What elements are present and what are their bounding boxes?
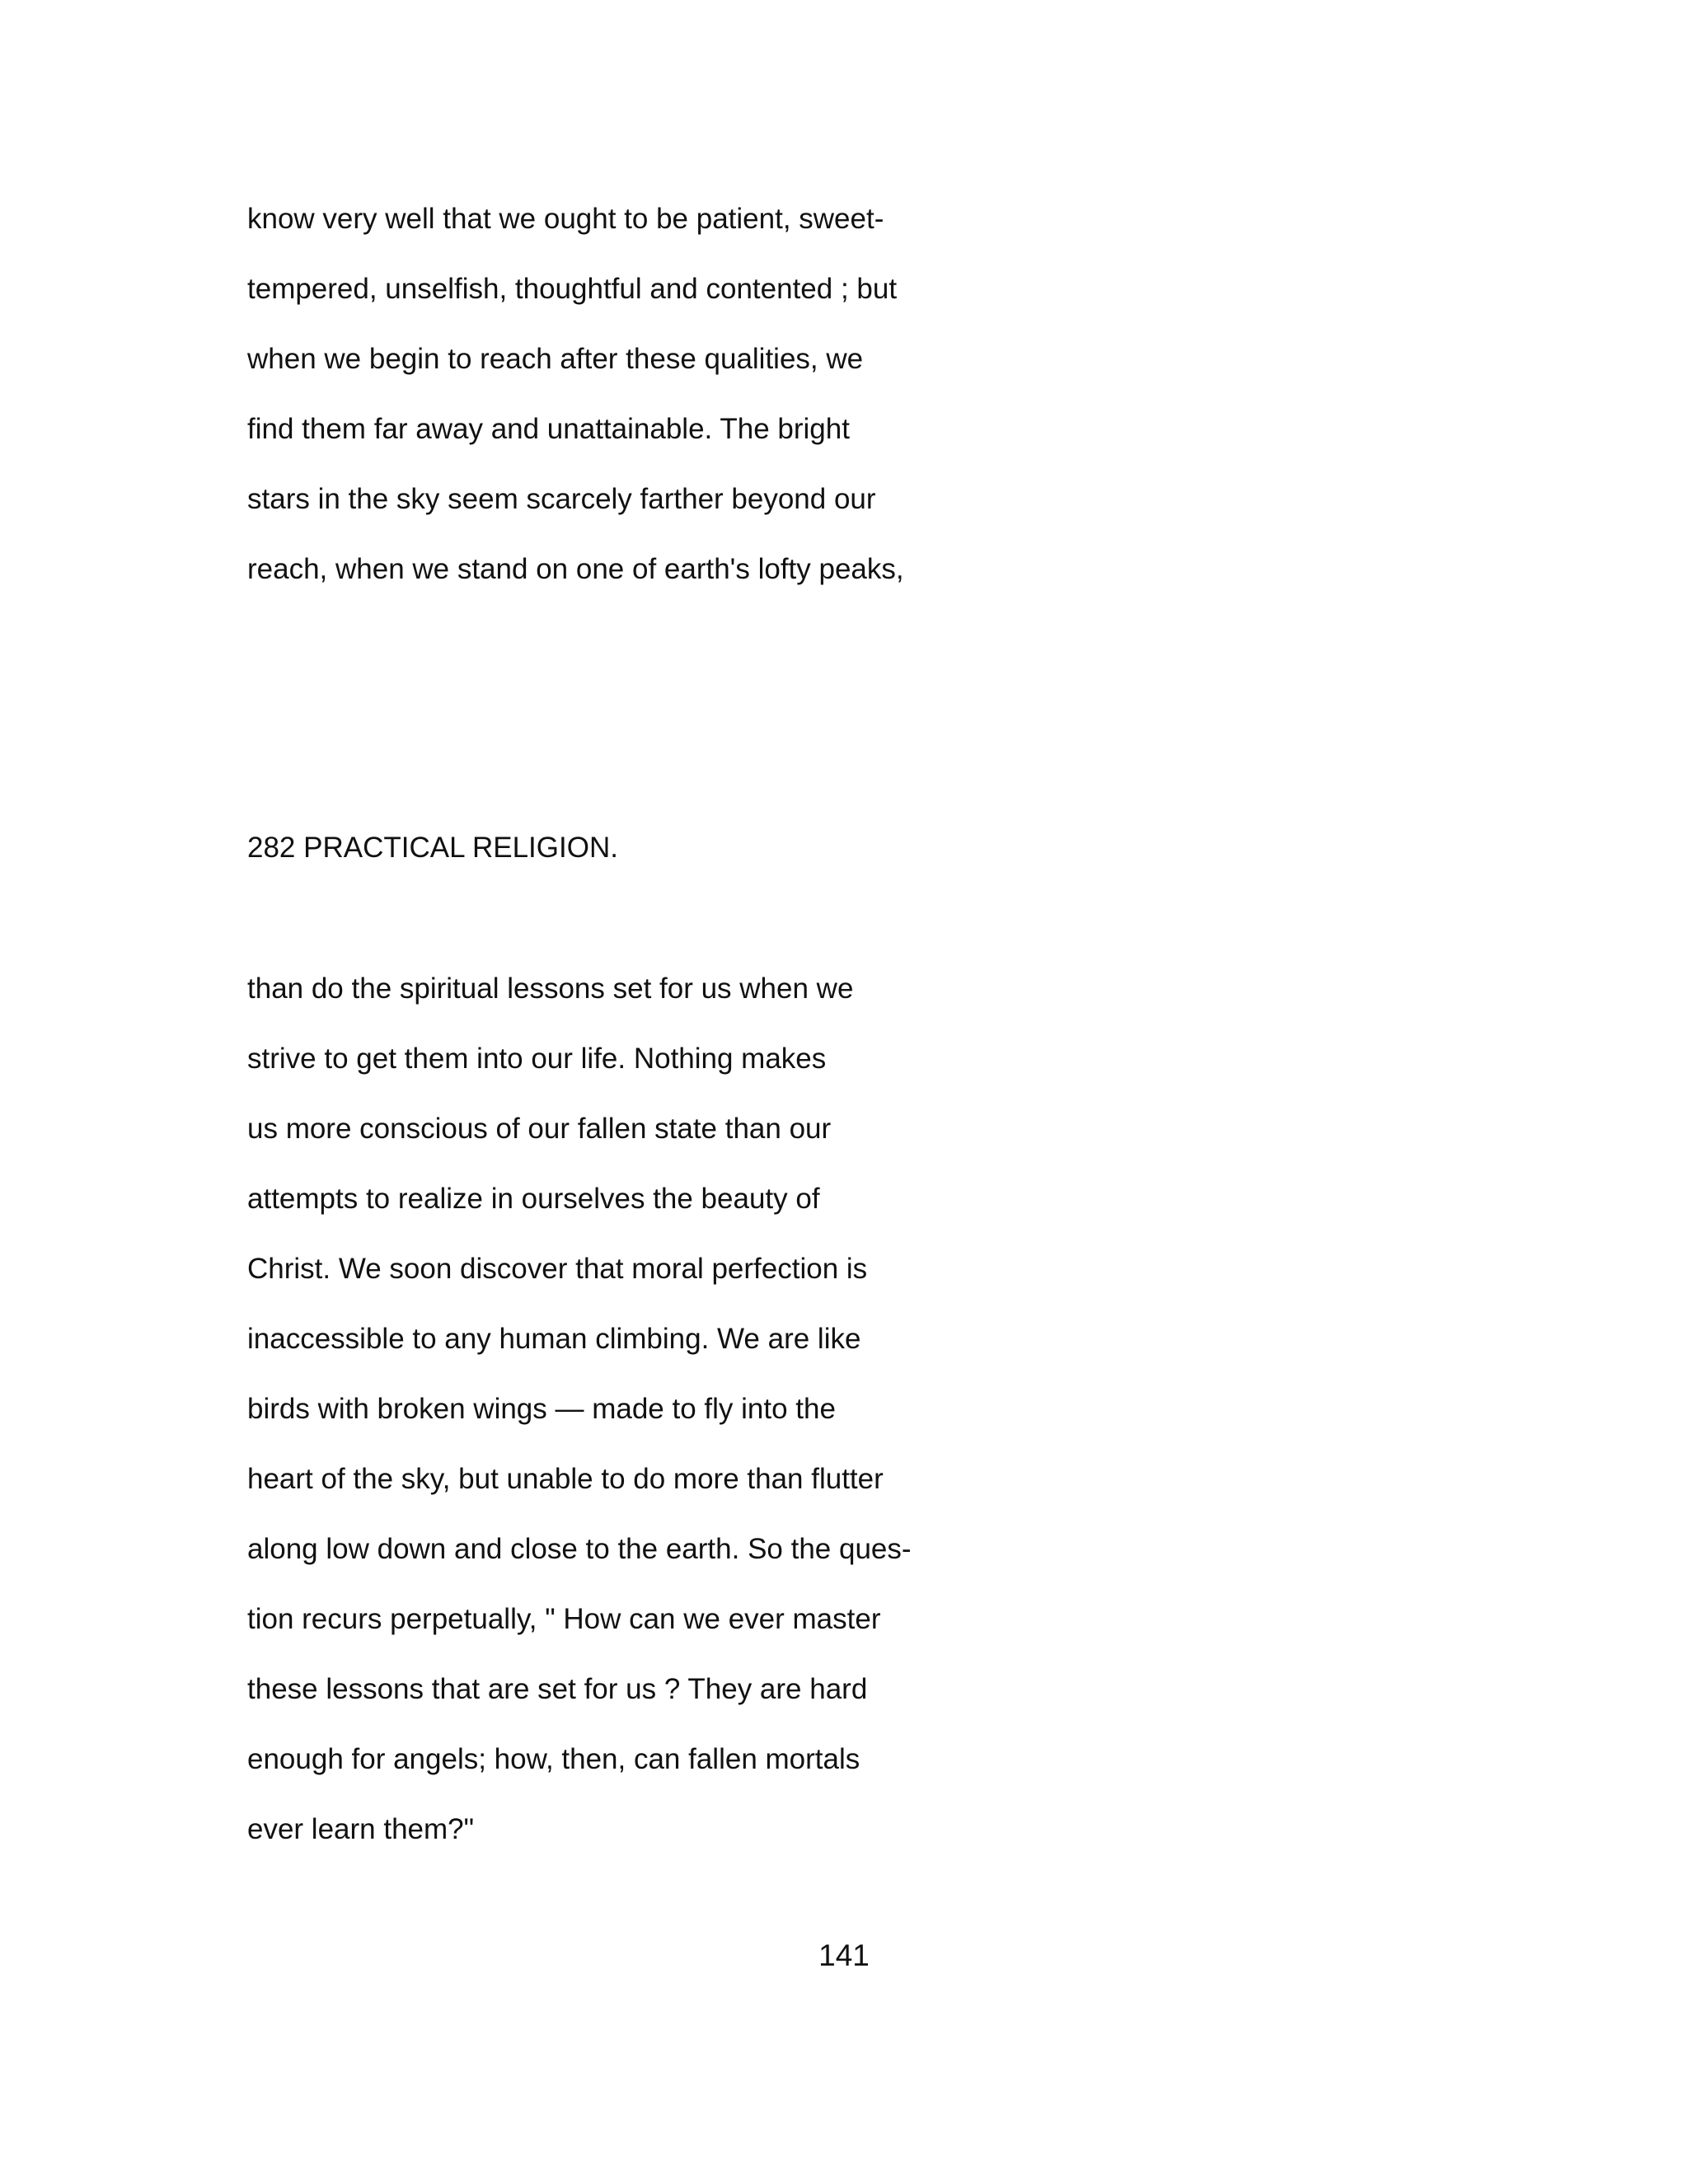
text-line: ever learn them?" <box>247 1813 475 1845</box>
text-line: tion recurs perpetually, " How can we ever master <box>247 1603 881 1635</box>
text-line: these lessons that are set for us ? They are hard <box>247 1673 868 1705</box>
text-line: along low down and close to the earth. So the ques- <box>247 1533 912 1565</box>
page-number <box>0 1920 1688 1990</box>
text-line: strive to get them into our life. Nothing makes <box>247 1043 827 1075</box>
text-line: tempered, unselfish, thoughtful and contented ; but <box>247 273 898 305</box>
text-line: find them far away and unattainable. The bright <box>247 413 850 445</box>
text-line: than do the spiritual lessons set for us when we <box>247 972 854 1005</box>
text-line: heart of the sky, but unable to do more than flutter <box>247 1463 884 1495</box>
text-line: birds with broken wings — made to fly into the <box>247 1393 836 1425</box>
text-line: Christ. We soon discover that moral perfection is <box>247 1253 868 1285</box>
text-line: when we begin to reach after these qualities, we <box>247 343 864 375</box>
text-line: enough for angels; how, then, can fallen mortals <box>247 1743 860 1775</box>
text-line: reach, when we stand on one of earth's lofty peaks, <box>247 553 904 585</box>
text-line: inaccessible to any human climbing. We are like <box>247 1323 861 1355</box>
text-line: know very well that we ought to be patient, sweet- <box>247 203 884 235</box>
running-head: 282 PRACTICAL RELIGION. <box>247 832 618 864</box>
text-line: stars in the sky seem scarcely farther beyond our <box>247 483 876 515</box>
bottom-paragraph <box>247 954 989 1864</box>
top-paragraph <box>247 184 989 604</box>
text-line: attempts to realize in ourselves the beauty of <box>247 1183 820 1215</box>
page-number-text: 141 <box>818 1938 870 1972</box>
text-line: us more conscious of our fallen state than our <box>247 1113 832 1145</box>
